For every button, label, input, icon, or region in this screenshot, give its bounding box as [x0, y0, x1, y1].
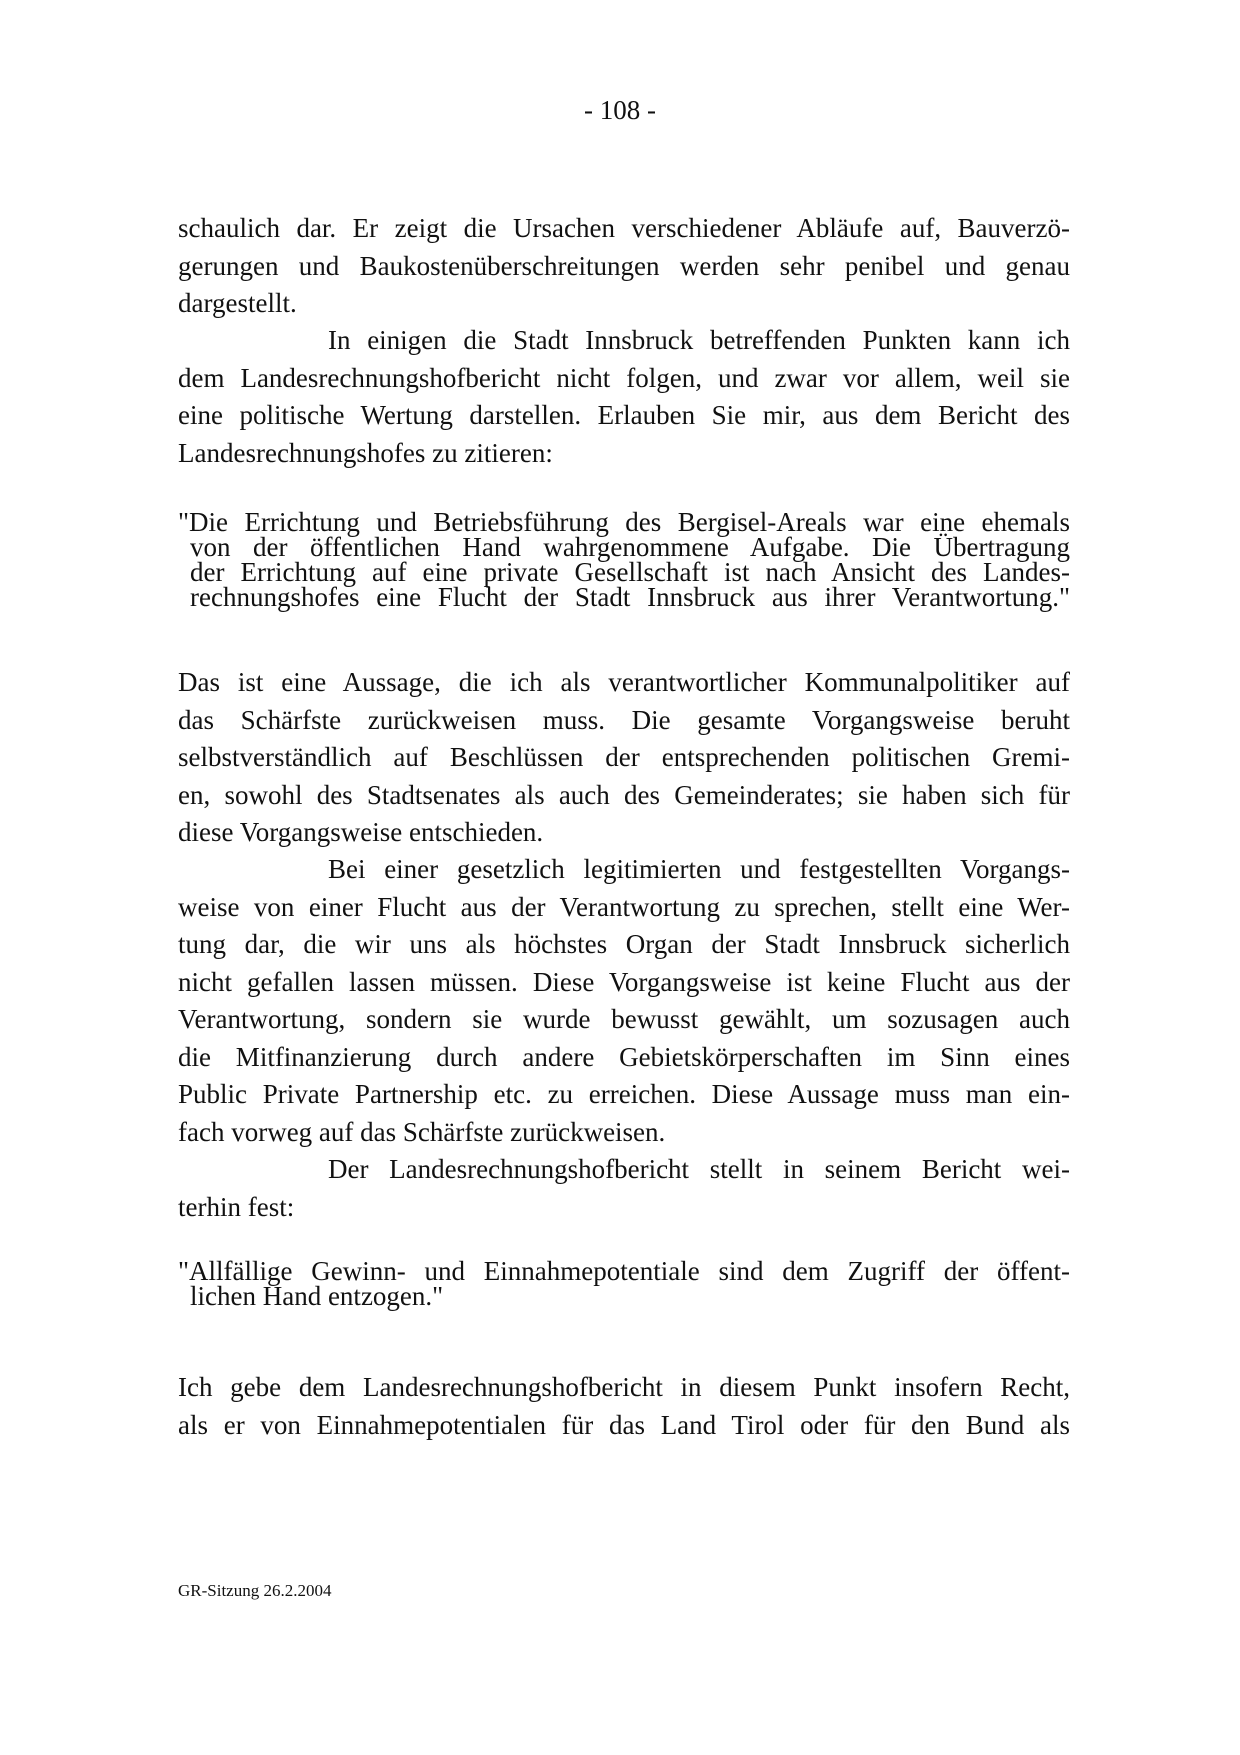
text-line: fach vorweg auf das Schärfste zurückweisen.	[178, 1116, 666, 1147]
text-line: nicht gefallen lassen müssen. Diese Vorgangsweise ist keine Flucht aus der	[178, 966, 1070, 997]
text-line: en, sowohl des Stadtsenates als auch des Gemeinderates; sie haben sich für	[178, 779, 1070, 810]
text-line: schaulich dar. Er zeigt die Ursachen verschiedener Abläufe auf, Bauverzö-	[178, 213, 1070, 243]
quote-line: der Errichtung auf eine private Gesellschaft ist nach Ansicht des Landes-	[190, 557, 1070, 587]
quote-line: lichen Hand entzogen."	[190, 1281, 444, 1311]
text-line: Landesrechnungshofes zu zitieren:	[178, 437, 553, 468]
paragraph-continuation	[178, 210, 1070, 323]
paragraph-agreement	[178, 1369, 1070, 1444]
text-line: Bei einer gesetzlich legitimierten und festgestellten Vorgangs-	[328, 854, 1070, 884]
text-line: diese Vorgangsweise entschieden.	[178, 817, 544, 847]
paragraph-further-findings	[178, 1151, 1070, 1226]
quote-line: rechnungshofes eine Flucht der Stadt Innsbruck aus ihrer Verantwortung."	[190, 582, 1070, 612]
paragraph-innsbruck-points	[178, 322, 1070, 472]
quote-line: von der öffentlichen Hand wahrgenommene Aufgabe. Die Übertragung	[190, 532, 1070, 562]
text-line: das Schärfste zurückweisen muss. Die gesamte Vorgangsweise beruht	[178, 704, 1070, 735]
paragraph-rejection	[178, 664, 1070, 852]
text-line: weise von einer Flucht aus der Verantwortung zu sprechen, stellt eine Wer-	[178, 891, 1070, 922]
text-line: die Mitfinanzierung durch andere Gebietskörperschaften im Sinn eines	[178, 1041, 1070, 1072]
text-line: als er von Einnahmepotentialen für das Land Tirol oder für den Bund als	[178, 1409, 1070, 1440]
footer-session-date: GR-Sitzung 26.2.2004	[178, 1581, 332, 1600]
text-line: gerungen und Baukostenüberschreitungen werden sehr penibel und genau	[178, 250, 1070, 281]
text-line: Ich gebe dem Landesrechnungshofbericht in diesem Punkt insofern Recht,	[178, 1372, 1070, 1402]
text-line: selbstverständlich auf Beschlüssen der entsprechenden politischen Gremi-	[178, 742, 1070, 772]
page-number: - 108 -	[584, 95, 656, 125]
block-quote-flucht	[178, 507, 1070, 612]
paragraph-legitimized-procedure	[178, 851, 1070, 1151]
text-line: Verantwortung, sondern sie wurde bewusst gewählt, um sozusagen auch	[178, 1004, 1070, 1034]
block-quote-revenue	[178, 1256, 1070, 1311]
text-line: eine politische Wertung darstellen. Erlauben Sie mir, aus dem Bericht des	[178, 400, 1070, 430]
text-line: Public Private Partnership etc. zu erreichen. Diese Aussage muss man ein-	[178, 1079, 1070, 1109]
text-line: Das ist eine Aussage, die ich als verantwortlicher Kommunalpolitiker auf	[178, 667, 1070, 697]
quote-line: "Allfällige Gewinn- und Einnahmepotentiale sind dem Zugriff der öffent-	[178, 1256, 1070, 1286]
text-line: Der Landesrechnungshofbericht stellt in seinem Bericht wei-	[328, 1154, 1070, 1184]
text-line: In einigen die Stadt Innsbruck betreffenden Punkten kann ich	[328, 325, 1070, 355]
quote-line: "Die Errichtung und Betriebsführung des Bergisel-Areals war eine ehemals	[178, 507, 1070, 537]
text-line: tung dar, die wir uns als höchstes Organ der Stadt Innsbruck sicherlich	[178, 929, 1070, 959]
text-line: dem Landesrechnungshofbericht nicht folgen, und zwar vor allem, weil sie	[178, 362, 1070, 393]
text-line: dargestellt.	[178, 288, 297, 318]
text-line: terhin fest:	[178, 1191, 295, 1222]
